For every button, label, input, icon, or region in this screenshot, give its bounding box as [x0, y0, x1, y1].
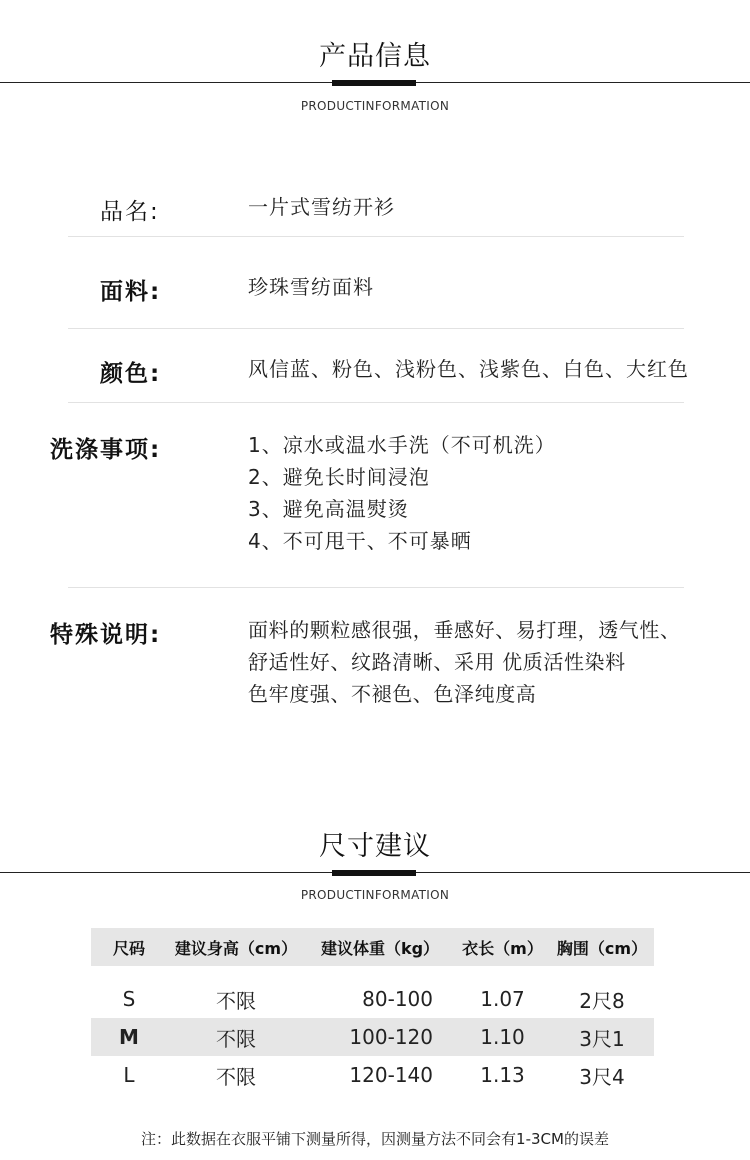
size-cell: M	[91, 1018, 167, 1056]
size-header-rule-accent	[332, 870, 416, 876]
length-cell: 1.07	[480, 987, 525, 1011]
length-cell: 1.10	[455, 1018, 550, 1056]
product-info-title: 产品信息	[319, 41, 431, 72]
header-rule-accent	[332, 80, 416, 86]
special-line: 舒适性好、纹路清晰、采用 优质活性染料	[248, 650, 626, 674]
height-cell: 不限	[167, 1018, 305, 1056]
size-table	[91, 928, 654, 1094]
height-cell: 不限	[216, 988, 256, 1013]
weight-cell: 80-100	[362, 987, 433, 1011]
divider	[68, 587, 684, 588]
wash-item: 1、凉水或温水手洗（不可机洗）	[248, 433, 556, 457]
col-header-bust: 胸围（cm）	[550, 928, 654, 966]
measurement-note: 注：此数据在衣服平铺下测量所得，因测量方法不同会有1-3CM的误差	[141, 1130, 609, 1148]
table-row	[91, 1056, 654, 1094]
table-row	[91, 1018, 654, 1056]
size-cell: L	[123, 1063, 135, 1087]
weight-cell: 120-140	[349, 1063, 433, 1087]
color-label: 颜色:	[100, 361, 162, 387]
wash-label: 洗涤事项:	[50, 437, 162, 463]
col-header-size: 尺码	[91, 928, 167, 966]
name-value: 一片式雪纺开衫	[248, 195, 395, 219]
col-header-height: 建议身高（cm）	[167, 928, 305, 966]
fabric-label: 面料:	[100, 279, 162, 305]
special-line: 色牢度强、不褪色、色泽纯度高	[248, 682, 537, 706]
bust-cell: 3尺4	[579, 1064, 625, 1089]
col-header-length: 衣长（m）	[455, 928, 550, 966]
table-row	[91, 966, 654, 1018]
wash-item: 2、避免长时间浸泡	[248, 465, 430, 489]
wash-item: 3、避免高温熨烫	[248, 497, 409, 521]
wash-item: 4、不可甩干、不可暴晒	[248, 529, 472, 553]
height-cell: 不限	[216, 1064, 256, 1089]
divider	[68, 236, 684, 237]
fabric-value: 珍珠雪纺面料	[248, 275, 374, 299]
divider	[68, 328, 684, 329]
bust-cell: 2尺8	[579, 988, 625, 1013]
weight-cell: 100-120	[305, 1018, 455, 1056]
wash-list	[248, 429, 556, 557]
product-info-subtitle: PRODUCTINFORMATION	[300, 99, 450, 113]
col-header-weight: 建议体重（kg）	[305, 928, 455, 966]
size-cell: S	[122, 987, 136, 1011]
divider	[68, 402, 684, 403]
special-text	[248, 614, 681, 710]
size-section-subtitle: PRODUCTINFORMATION	[300, 888, 450, 902]
size-table-header-row	[91, 928, 654, 966]
special-line: 面料的颗粒感很强，垂感好、易打理，透气性、	[248, 618, 681, 642]
name-label: 品名:	[100, 199, 160, 225]
special-label: 特殊说明:	[50, 622, 162, 648]
bust-cell: 3尺1	[550, 1018, 654, 1056]
color-value: 风信蓝、粉色、浅粉色、浅紫色、白色、大红色	[248, 357, 689, 381]
length-cell: 1.13	[480, 1063, 525, 1087]
size-section-title: 尺寸建议	[319, 831, 431, 862]
